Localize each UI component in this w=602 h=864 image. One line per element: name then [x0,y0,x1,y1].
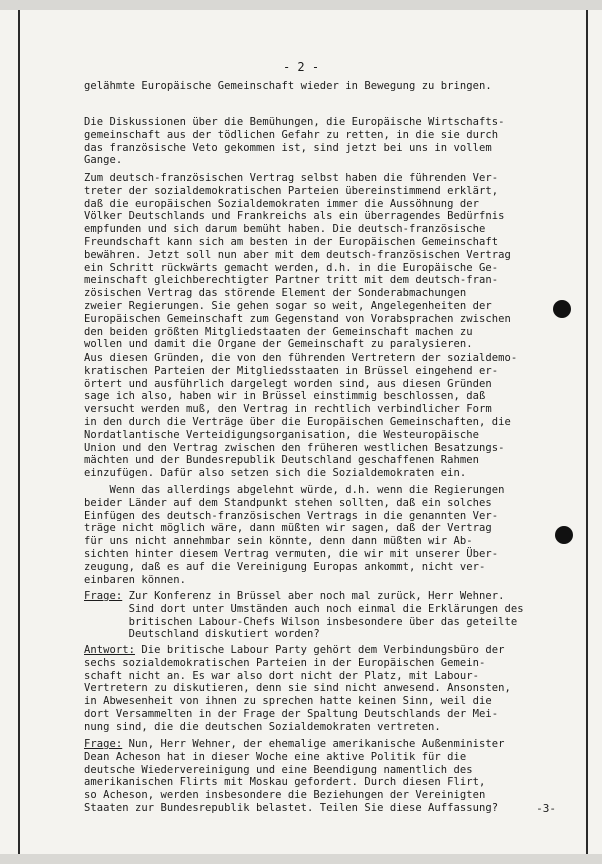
question-brussels [84,590,574,641]
question-text: Nun, Herr Wehner, der ehemalige amerikanische Außenminister Dean Acheson hat in dieser Woche eine aktive Politik für die deutsche Wiedervereinigung und eine Beendigung namentlich des amerikanischen Flirts mit Moskau gefordert. Durch diesen Flirt, so Acheson, werden insbesondere die Beziehungen der Vereinigten Staaten zur Bundesrepublik belastet. Teilen Sie diese Auffassung? [84,738,505,814]
answer-label: Antwort: [84,644,135,656]
question-text: Zur Konferenz in Brüssel aber noch mal zurück, Herr Wehner. Sind dort unter Umständen auch noch einmal die Erklärungen des britischen Labour-Chefs Wilson insbesondere über das geteilte Deutschland diskutiert worden? [128,590,524,641]
paragraph-treaty: Zum deutsch-französischen Vertrag selbst haben die führenden Ver- treter der sozialdemokratischen Parteien übereinstimmend erklärt, daß die europäischen Sozialdemokraten immer die Aussöhnung der Völker Deutschlands und Frankreichs als ein überragendes Bedürfnis empfunden und sich darum bemüht haben. Die deutsch-französische Freundschaft kann sich am besten in der Europäischen Gemeinschaft bewähren. Jetzt soll nun aber mit dem deutsch-französischen Vertrag ein Schritt rückwärts gemacht werden, d.h. in die Europäische Ge- meinschaft gleichberechtigter Partner tritt mit dem deutsch-fran- zösischen Vertrag das störende Element der Sonderabmachungen zweier Regierungen. Sie gehen sogar so weit, Angelegenheiten der Europäischen Gemeinschaft zum Gegenstand von Vorabsprachen zwischen den beiden größten Mitgliedstaaten der Gemeinschaft machen zu wollen und damit die Organe der Gemeinschaft zu paralysieren. [84,172,511,351]
question-label: Frage: [84,590,123,602]
paragraph-rejection: Wenn das allerdings abgelehnt würde, d.h. wenn die Regierungen beider Länder auf dem Standpunkt stehen sollten, daß ein solches Einfügen des deutsch-französischen Vertrags in die genannten Ver- träge nicht möglich wäre, dann müßten wir sagen, daß der Vertrag für uns nicht annehmbar sein könnte, denn dann müßten wir Ab- sichten hinter diesem Vertrag vermuten, die wir mit unserer Über- zeugung, daß es auf die Vereinigung Europas ankommt, nicht ver- einbaren können. [84,484,505,586]
question-label: Frage: [84,738,123,750]
paragraph-ewg-discussion: Die Diskussionen über die Bemühungen, die Europäische Wirtschafts- gemeinschaft aus der tödlichen Gefahr zu retten, in die sie durch das französische Veto gekommen ist, sind jetzt bei uns in vollem Gange. [84,116,505,167]
punch-hole-mark [555,526,573,544]
punch-hole-mark [553,300,571,318]
question-acheson [84,738,574,815]
scan-edge-bottom [0,854,602,864]
page-number: - 2 - [282,60,320,74]
answer-labour [84,644,574,734]
paragraph-reasons: Aus diesen Gründen, die von den führenden Vertretern der sozialdemo- kratischen Parteien der Mitgliedsstaaten in Brüssel eingehend er- örtert und ausführlich dargelegt worden sind, aus diesen Gründen sage ich also, haben wir in Brüssel einstimmig beschlossen, daß versucht werden muß, den Vertrag in rechtlich verbindlicher Form in den durch die Verträge über die Europäischen Gemeinschaften, die Nordatlantische Verteidigungsorganisation, die Westeuropäische Union und den Vertrag zwischen den früheren westlichen Besatzungs- mächten und der Bundesrepublik Deutschland geschaffenen Rahmen einzufügen. Dafür also setzen sich die Sozialdemokraten ein. [84,352,518,480]
next-page-marker: -3- [536,802,556,815]
scan-edge-top [0,0,602,10]
paragraph-continuation: gelähmte Europäische Gemeinschaft wieder in Bewegung zu bringen. [84,80,492,92]
answer-text: Die britische Labour Party gehört dem Verbindungsbüro der sechs sozialdemokratischen Parteien in der Europäischen Gemein- schaft nicht an. Es war also dort nicht der Platz, mit Labour- Vertretern zu diskutieren, denn sie sind nicht anwesend. Ansonsten, in Abwesenheit von ihnen zu sprechen hatte keinen Sinn, weil die dort Versammelten in der Frage der Spaltung Deutschlands der Mei- nung sind, die die deutschen Sozialdemokraten vertreten. [84,644,511,733]
